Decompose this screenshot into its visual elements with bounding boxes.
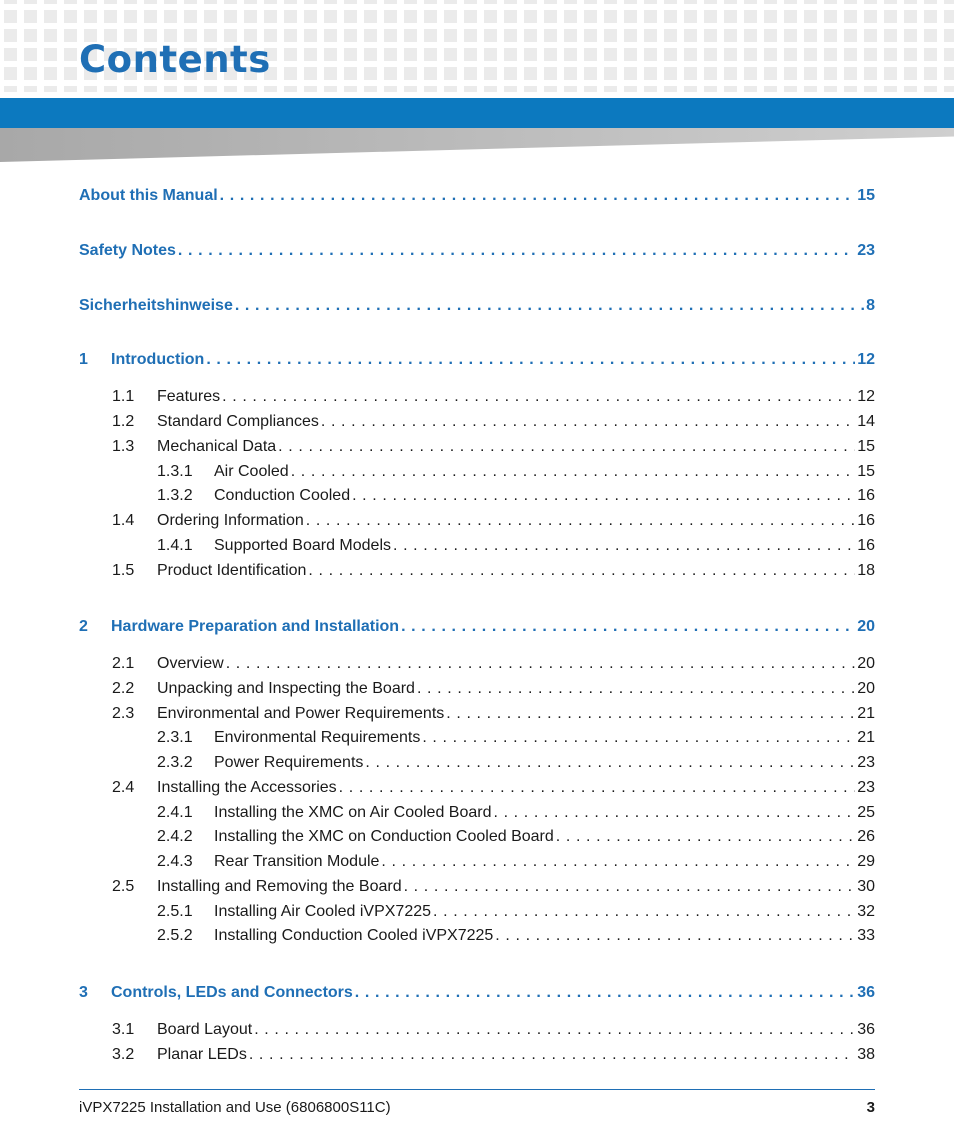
toc-entry-number: 2.5 bbox=[112, 878, 135, 895]
toc-entry-number: 2.4.2 bbox=[157, 828, 193, 845]
toc-entry-label[interactable]: Rear Transition Module bbox=[214, 853, 380, 870]
toc-entry-number: 2 bbox=[79, 618, 88, 635]
toc-entry-number: 2.5.2 bbox=[157, 927, 193, 944]
toc-leader-dots bbox=[393, 536, 855, 556]
page-title: Contents bbox=[79, 38, 271, 81]
toc-entry-page[interactable]: 8 bbox=[866, 297, 875, 314]
toc-entry[interactable] bbox=[79, 827, 875, 847]
toc-leader-dots bbox=[401, 617, 855, 637]
toc-entry[interactable] bbox=[79, 679, 875, 699]
toc-leader-dots bbox=[308, 561, 855, 581]
toc-leader-dots bbox=[446, 704, 855, 724]
toc-leader-dots bbox=[220, 186, 856, 206]
toc-entry[interactable] bbox=[79, 387, 875, 407]
toc-entry-label[interactable]: Planar LEDs bbox=[157, 1046, 247, 1063]
toc-entry-label[interactable]: Installing the Accessories bbox=[157, 779, 337, 796]
toc-entry-label[interactable]: Features bbox=[157, 388, 221, 405]
toc-entry[interactable] bbox=[79, 877, 875, 897]
toc-entry-page[interactable]: 23 bbox=[857, 242, 875, 259]
toc-entry-label[interactable]: Supported Board Models bbox=[214, 537, 391, 554]
toc-entry-number: 1.5 bbox=[112, 562, 135, 579]
header-blue-bar bbox=[0, 98, 954, 128]
toc-entry-number: 2.3 bbox=[112, 705, 135, 722]
toc-entry-page[interactable]: 21 bbox=[857, 705, 875, 722]
toc-entry-label[interactable]: Environmental and Power Requirements bbox=[157, 705, 445, 722]
toc-entry-number: 2.1 bbox=[112, 655, 135, 672]
toc-entry[interactable] bbox=[79, 241, 875, 261]
toc-entry-number: 2.4 bbox=[112, 779, 135, 796]
toc-entry[interactable] bbox=[79, 728, 875, 748]
toc-leader-dots bbox=[226, 654, 856, 674]
toc-leader-dots bbox=[222, 387, 855, 407]
toc-entry-number: 1.3.2 bbox=[157, 487, 193, 504]
toc-entry-page[interactable]: 15 bbox=[857, 463, 875, 480]
toc-entry-number: 2.2 bbox=[112, 680, 135, 697]
toc-entry-page[interactable]: 36 bbox=[857, 1021, 875, 1038]
toc-entry[interactable] bbox=[79, 437, 875, 457]
toc-entry[interactable] bbox=[79, 753, 875, 773]
toc-entry-page[interactable]: 16 bbox=[857, 512, 875, 529]
footer-page-number: 3 bbox=[866, 1099, 875, 1116]
toc-entry-number: 1.4 bbox=[112, 512, 135, 529]
toc-entry-label[interactable]: Environmental Requirements bbox=[214, 729, 421, 746]
toc-entry-number: 2.4.1 bbox=[157, 804, 193, 821]
toc-leader-dots bbox=[291, 462, 856, 482]
toc-leader-dots bbox=[495, 926, 855, 946]
toc-entry-number: 3 bbox=[79, 984, 88, 1001]
toc-entry-page[interactable]: 20 bbox=[857, 655, 875, 672]
toc-leader-dots bbox=[404, 877, 856, 897]
toc-leader-dots bbox=[365, 753, 855, 773]
toc-entry[interactable] bbox=[79, 983, 875, 1003]
toc-leader-dots bbox=[254, 1020, 855, 1040]
toc-entry[interactable] bbox=[79, 462, 875, 482]
toc-entry-number: 3.2 bbox=[112, 1046, 135, 1063]
toc-entry[interactable] bbox=[79, 852, 875, 872]
toc-entry[interactable] bbox=[79, 536, 875, 556]
toc-entry-page[interactable]: 16 bbox=[857, 487, 875, 504]
footer-document-title: iVPX7225 Installation and Use (6806800S11C) bbox=[79, 1099, 391, 1116]
toc-entry-page[interactable]: 33 bbox=[857, 927, 875, 944]
toc-leader-dots bbox=[352, 486, 855, 506]
toc-entry-page[interactable]: 29 bbox=[857, 853, 875, 870]
toc-entry-label[interactable]: Board Layout bbox=[157, 1021, 253, 1038]
toc-leader-dots bbox=[306, 511, 855, 531]
toc-entry[interactable] bbox=[79, 511, 875, 531]
toc-entry-number: 1.4.1 bbox=[157, 537, 193, 554]
toc-leader-dots bbox=[556, 827, 855, 847]
toc-entry-label[interactable]: Product Identification bbox=[157, 562, 307, 579]
toc-entry[interactable] bbox=[79, 296, 875, 316]
toc-entry-page[interactable]: 14 bbox=[857, 413, 875, 430]
toc-entry-number: 2.3.2 bbox=[157, 754, 193, 771]
toc-entry-page[interactable]: 21 bbox=[857, 729, 875, 746]
toc-entry-page[interactable]: 12 bbox=[857, 351, 875, 368]
toc-entry-label[interactable]: Sicherheitshinweise bbox=[79, 297, 233, 314]
toc-entry[interactable] bbox=[79, 803, 875, 823]
toc-entry-number: 1 bbox=[79, 351, 88, 368]
toc-entry-page[interactable]: 20 bbox=[857, 680, 875, 697]
toc-entry-page[interactable]: 23 bbox=[857, 779, 875, 796]
toc-leader-dots bbox=[235, 296, 864, 316]
toc-entry-label[interactable]: Power Requirements bbox=[214, 754, 364, 771]
toc-entry-page[interactable]: 12 bbox=[857, 388, 875, 405]
toc-entry-label[interactable]: Overview bbox=[157, 655, 224, 672]
toc-entry-page[interactable]: 23 bbox=[857, 754, 875, 771]
toc-entry-label[interactable]: Safety Notes bbox=[79, 242, 176, 259]
toc-leader-dots bbox=[321, 412, 855, 432]
toc-entry-page[interactable]: 20 bbox=[857, 618, 875, 635]
toc-entry-number: 1.3 bbox=[112, 438, 135, 455]
toc-leader-dots bbox=[422, 728, 855, 748]
toc-entry-page[interactable]: 25 bbox=[857, 804, 875, 821]
toc-leader-dots bbox=[206, 350, 855, 370]
toc-entry-page[interactable]: 38 bbox=[857, 1046, 875, 1063]
toc-entry[interactable] bbox=[79, 902, 875, 922]
toc-entry-number: 2.3.1 bbox=[157, 729, 193, 746]
toc-leader-dots bbox=[178, 241, 855, 261]
toc-leader-dots bbox=[339, 778, 856, 798]
toc-entry[interactable] bbox=[79, 412, 875, 432]
toc-entry-page[interactable]: 15 bbox=[857, 438, 875, 455]
toc-entry-label[interactable]: Air Cooled bbox=[214, 463, 289, 480]
toc-entry-label[interactable]: Installing and Removing the Board bbox=[157, 878, 402, 895]
toc-entry[interactable] bbox=[79, 778, 875, 798]
toc-entry-page[interactable]: 32 bbox=[857, 903, 875, 920]
footer-rule bbox=[79, 1089, 875, 1090]
toc-entry[interactable] bbox=[79, 350, 875, 370]
toc-entry[interactable] bbox=[79, 561, 875, 581]
toc-entry-label[interactable]: Installing the XMC on Conduction Cooled Board bbox=[214, 828, 554, 845]
toc-leader-dots bbox=[433, 902, 855, 922]
toc-entry-number: 1.3.1 bbox=[157, 463, 193, 480]
toc-leader-dots bbox=[381, 852, 855, 872]
toc-entry-number: 1.1 bbox=[112, 388, 135, 405]
toc-entry[interactable] bbox=[79, 486, 875, 506]
toc-entry-label[interactable]: About this Manual bbox=[79, 187, 218, 204]
toc-entry-label[interactable]: Conduction Cooled bbox=[214, 487, 351, 504]
toc-entry-label[interactable]: Ordering Information bbox=[157, 512, 304, 529]
toc-entry-label[interactable]: Hardware Preparation and Installation bbox=[111, 618, 400, 635]
toc-leader-dots bbox=[355, 983, 855, 1003]
toc-entry[interactable] bbox=[79, 1020, 875, 1040]
toc-entry[interactable] bbox=[79, 926, 875, 946]
toc-entry[interactable] bbox=[79, 704, 875, 724]
toc-entry[interactable] bbox=[79, 654, 875, 674]
toc-leader-dots bbox=[249, 1045, 855, 1065]
toc-entry-label[interactable]: Mechanical Data bbox=[157, 438, 277, 455]
toc-entry-page[interactable]: 30 bbox=[857, 878, 875, 895]
toc-entry-label[interactable]: Standard Compliances bbox=[157, 413, 319, 430]
toc-entry-page[interactable]: 15 bbox=[857, 187, 875, 204]
toc-entry[interactable] bbox=[79, 1045, 875, 1065]
toc-entry-number: 2.5.1 bbox=[157, 903, 193, 920]
toc-entry-label[interactable]: Introduction bbox=[111, 351, 205, 368]
toc-entry-page[interactable]: 26 bbox=[857, 828, 875, 845]
toc-entry-label[interactable]: Controls, LEDs and Connectors bbox=[111, 984, 353, 1001]
toc-leader-dots bbox=[417, 679, 855, 699]
toc-entry-label[interactable]: Installing Conduction Cooled iVPX7225 bbox=[214, 927, 494, 944]
toc-entry-number: 3.1 bbox=[112, 1021, 135, 1038]
toc-entry-page[interactable]: 16 bbox=[857, 537, 875, 554]
toc-entry-page[interactable]: 18 bbox=[857, 562, 875, 579]
toc-entry[interactable] bbox=[79, 186, 875, 206]
toc-entry-label[interactable]: Unpacking and Inspecting the Board bbox=[157, 680, 415, 697]
toc-entry-number: 2.4.3 bbox=[157, 853, 193, 870]
header-grey-wedge bbox=[0, 128, 954, 162]
toc-entry-number: 1.2 bbox=[112, 413, 135, 430]
toc-entry-label[interactable]: Installing the XMC on Air Cooled Board bbox=[214, 804, 492, 821]
toc-entry-label[interactable]: Installing Air Cooled iVPX7225 bbox=[214, 903, 432, 920]
toc-leader-dots bbox=[278, 437, 855, 457]
toc-entry-page[interactable]: 36 bbox=[857, 984, 875, 1001]
toc-entry[interactable] bbox=[79, 617, 875, 637]
toc-leader-dots bbox=[493, 803, 855, 823]
